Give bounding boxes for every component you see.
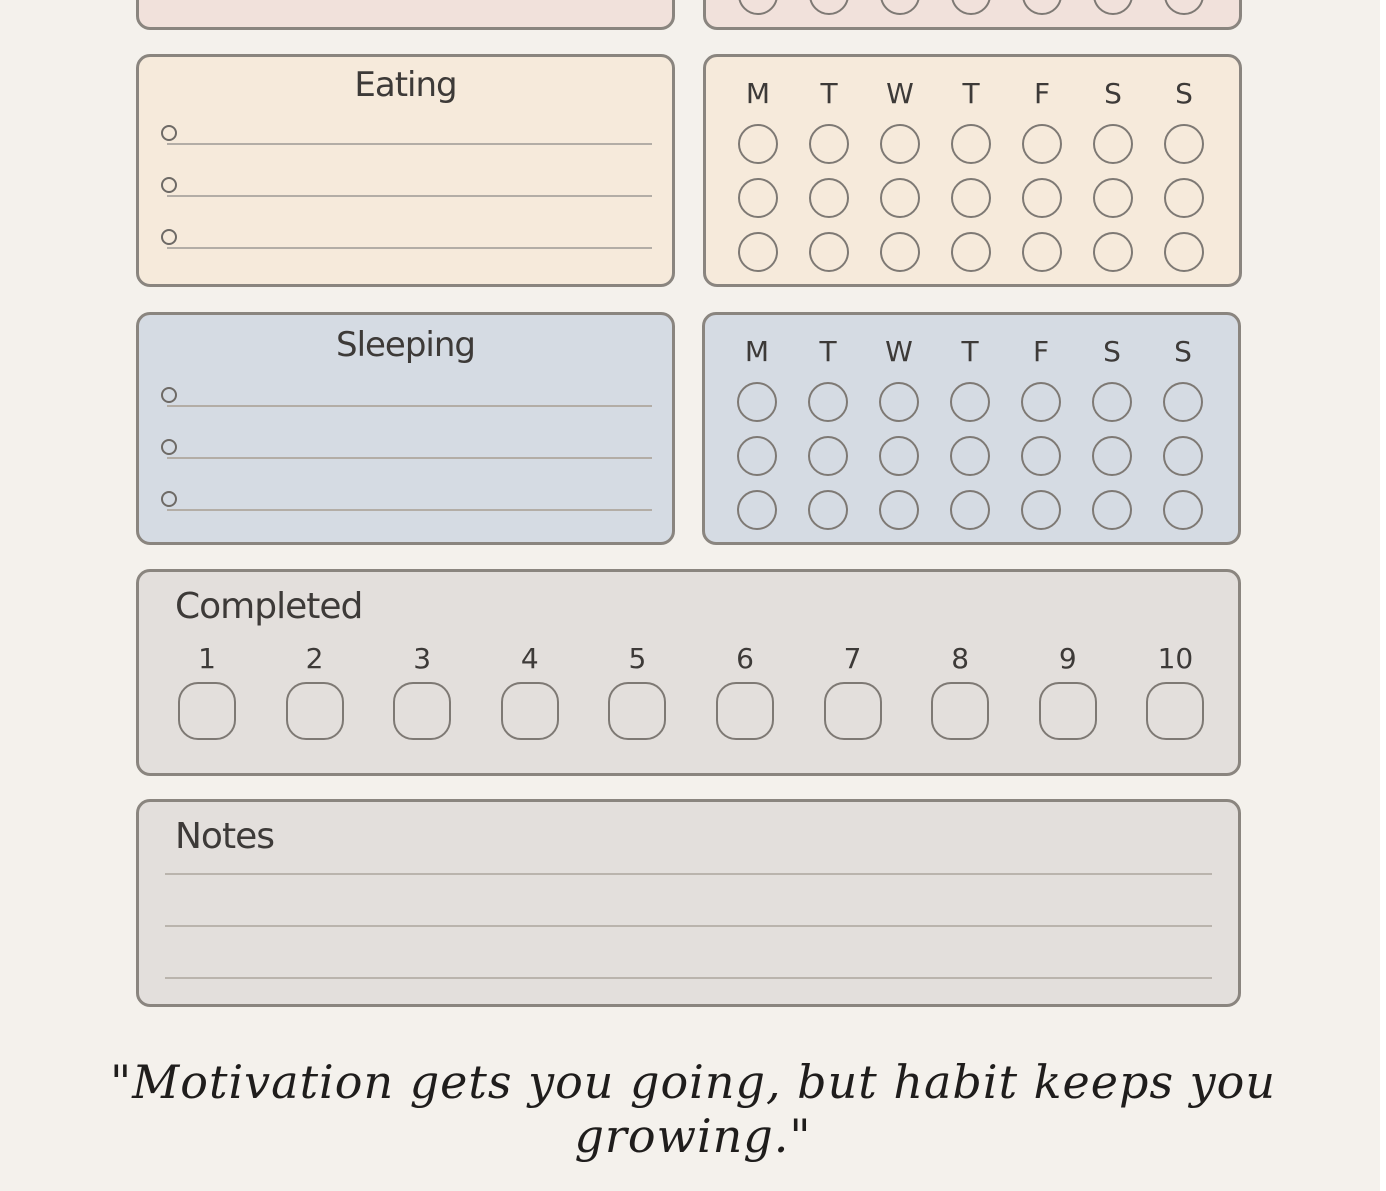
notes-writing-line[interactable] xyxy=(165,873,1212,875)
bullet-circle-icon[interactable] xyxy=(161,439,177,455)
motivational-quote: "Motivation gets you going, but habit keeps you growing." xyxy=(110,1055,1276,1163)
completed-number: 5 xyxy=(628,642,647,675)
completed-checkbox[interactable] xyxy=(608,682,666,740)
sleeping-day-label: W xyxy=(885,335,913,368)
completed-checkbox[interactable] xyxy=(931,682,989,740)
sleeping-day-checkbox[interactable] xyxy=(879,382,919,422)
completed-checkbox[interactable] xyxy=(1146,682,1204,740)
eating-day-checkbox[interactable] xyxy=(880,232,920,272)
eating-day-label: M xyxy=(745,77,771,110)
eating-day-checkbox[interactable] xyxy=(738,232,778,272)
notes-writing-line[interactable] xyxy=(165,977,1212,979)
eating-day-checkbox[interactable] xyxy=(1022,124,1062,164)
sleeping-day-checkbox[interactable] xyxy=(1092,436,1132,476)
sleeping-checklist-row[interactable] xyxy=(161,491,652,511)
completed-number: 6 xyxy=(736,642,754,675)
completed-number: 10 xyxy=(1157,642,1194,675)
eating-day-checkbox[interactable] xyxy=(738,124,778,164)
completed-checkbox[interactable] xyxy=(286,682,344,740)
notes-card xyxy=(136,799,1241,1007)
bullet-circle-icon[interactable] xyxy=(161,229,177,245)
completed-checkbox[interactable] xyxy=(501,682,559,740)
completed-number: 7 xyxy=(843,642,862,675)
sleeping-day-checkbox[interactable] xyxy=(808,490,848,530)
eating-day-checkbox[interactable] xyxy=(951,178,991,218)
sleeping-day-checkbox[interactable] xyxy=(879,490,919,530)
sleeping-day-checkbox[interactable] xyxy=(737,382,777,422)
top-day-checkbox[interactable] xyxy=(809,0,849,15)
sleeping-day-label: S xyxy=(1103,335,1121,368)
sleeping-checklist-row[interactable] xyxy=(161,387,652,407)
sleeping-checklist-row[interactable] xyxy=(161,439,652,459)
top-day-checkbox[interactable] xyxy=(738,0,778,15)
top-right-card xyxy=(703,0,1242,30)
eating-day-checkbox[interactable] xyxy=(1164,232,1204,272)
eating-checklist-row[interactable] xyxy=(161,125,652,145)
eating-day-label: F xyxy=(1033,77,1051,110)
completed-number: 4 xyxy=(520,642,539,675)
completed-number: 2 xyxy=(305,642,324,675)
sleeping-day-checkbox[interactable] xyxy=(737,436,777,476)
top-day-checkbox[interactable] xyxy=(1022,0,1062,15)
writing-line xyxy=(167,509,652,511)
eating-day-label: S xyxy=(1104,77,1122,110)
top-left-card xyxy=(136,0,675,30)
top-day-checkbox[interactable] xyxy=(1093,0,1133,15)
sleeping-tracker xyxy=(702,312,1241,545)
sleeping-day-checkbox[interactable] xyxy=(950,436,990,476)
eating-title: Eating xyxy=(354,65,457,105)
writing-line xyxy=(167,405,652,407)
completed-checkbox[interactable] xyxy=(178,682,236,740)
bullet-circle-icon[interactable] xyxy=(161,125,177,141)
eating-checklist-row[interactable] xyxy=(161,229,652,249)
eating-day-checkbox[interactable] xyxy=(809,178,849,218)
sleeping-day-label: T xyxy=(961,335,979,368)
eating-card xyxy=(136,54,675,287)
sleeping-week-grid xyxy=(705,315,1238,542)
completed-checkbox[interactable] xyxy=(716,682,774,740)
eating-day-checkbox[interactable] xyxy=(1164,178,1204,218)
completed-number: 9 xyxy=(1058,642,1077,675)
sleeping-day-checkbox[interactable] xyxy=(808,436,848,476)
sleeping-day-checkbox[interactable] xyxy=(879,436,919,476)
bullet-circle-icon[interactable] xyxy=(161,491,177,507)
bullet-circle-icon[interactable] xyxy=(161,177,177,193)
sleeping-title: Sleeping xyxy=(335,325,476,365)
completed-number: 8 xyxy=(951,642,970,675)
completed-card xyxy=(136,569,1241,776)
sleeping-card xyxy=(136,312,675,545)
eating-day-checkbox[interactable] xyxy=(880,124,920,164)
eating-day-checkbox[interactable] xyxy=(1093,232,1133,272)
sleeping-day-label: F xyxy=(1032,335,1050,368)
bullet-circle-icon[interactable] xyxy=(161,387,177,403)
eating-tracker xyxy=(703,54,1242,287)
sleeping-day-label: M xyxy=(744,335,770,368)
notes-title: Notes xyxy=(175,816,274,857)
sleeping-day-checkbox[interactable] xyxy=(1163,490,1203,530)
sleeping-day-checkbox[interactable] xyxy=(1021,490,1061,530)
eating-day-checkbox[interactable] xyxy=(951,124,991,164)
completed-number: 1 xyxy=(198,642,216,675)
sleeping-day-checkbox[interactable] xyxy=(950,490,990,530)
eating-day-label: T xyxy=(820,77,838,110)
page-edge xyxy=(1380,0,1386,1191)
eating-day-checkbox[interactable] xyxy=(1164,124,1204,164)
eating-day-checkbox[interactable] xyxy=(1093,178,1133,218)
eating-day-checkbox[interactable] xyxy=(809,124,849,164)
eating-checklist-row[interactable] xyxy=(161,177,652,197)
eating-day-checkbox[interactable] xyxy=(1093,124,1133,164)
eating-day-label: W xyxy=(886,77,914,110)
writing-line xyxy=(167,457,652,459)
writing-line xyxy=(167,195,652,197)
top-day-checkbox[interactable] xyxy=(1164,0,1204,15)
sleeping-day-checkbox[interactable] xyxy=(1163,436,1203,476)
sleeping-day-checkbox[interactable] xyxy=(737,490,777,530)
notes-writing-line[interactable] xyxy=(165,925,1212,927)
eating-day-checkbox[interactable] xyxy=(880,178,920,218)
writing-line xyxy=(167,247,652,249)
top-day-checkbox[interactable] xyxy=(951,0,991,15)
completed-checkbox[interactable] xyxy=(393,682,451,740)
completed-checkbox[interactable] xyxy=(1039,682,1097,740)
sleeping-day-label: S xyxy=(1174,335,1192,368)
sleeping-day-checkbox[interactable] xyxy=(950,382,990,422)
eating-day-checkbox[interactable] xyxy=(1022,178,1062,218)
sleeping-day-checkbox[interactable] xyxy=(808,382,848,422)
sleeping-day-checkbox[interactable] xyxy=(1092,382,1132,422)
sleeping-day-checkbox[interactable] xyxy=(1021,436,1061,476)
completed-title: Completed xyxy=(175,586,363,627)
sleeping-day-checkbox[interactable] xyxy=(1092,490,1132,530)
top-day-checkbox[interactable] xyxy=(880,0,920,15)
eating-day-label: S xyxy=(1175,77,1193,110)
sleeping-day-checkbox[interactable] xyxy=(1021,382,1061,422)
completed-checkbox[interactable] xyxy=(824,682,882,740)
sleeping-day-label: T xyxy=(819,335,837,368)
writing-line xyxy=(167,143,652,145)
sleeping-day-checkbox[interactable] xyxy=(1163,382,1203,422)
eating-week-grid xyxy=(706,57,1239,284)
completed-number: 3 xyxy=(413,642,432,675)
eating-day-label: T xyxy=(962,77,980,110)
eating-day-checkbox[interactable] xyxy=(809,232,849,272)
eating-day-checkbox[interactable] xyxy=(1022,232,1062,272)
eating-day-checkbox[interactable] xyxy=(738,178,778,218)
eating-day-checkbox[interactable] xyxy=(951,232,991,272)
